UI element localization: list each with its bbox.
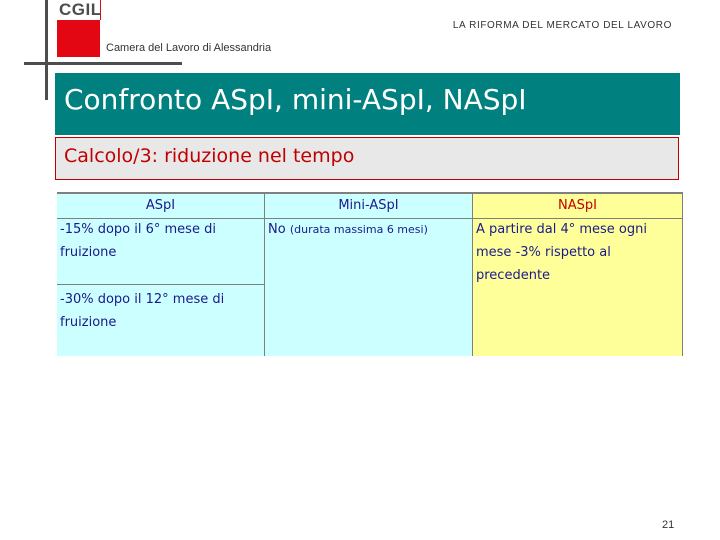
- column-header-mini-aspi: Mini-ASpI: [265, 194, 472, 219]
- mini-aspi-note: (durata massima 6 mesi): [289, 223, 428, 236]
- comparison-table: [57, 192, 683, 358]
- column-naspi: [473, 194, 683, 356]
- mini-aspi-main: No: [268, 222, 286, 237]
- column-header-naspi: NASpI: [473, 194, 682, 219]
- cgil-logo: [57, 0, 100, 57]
- logo-text: CGIL: [59, 0, 102, 19]
- slide-subtitle: Calcolo/3: riduzione nel tempo: [64, 145, 355, 167]
- mini-aspi-cell: [268, 218, 470, 241]
- aspi-reduction-1: -15% dopo il 6° mese di fruizione: [60, 222, 216, 260]
- aspi-reduction-2: -30% dopo il 12° mese di fruizione: [60, 292, 225, 330]
- page-number: 21: [662, 519, 675, 531]
- decorative-horizontal-line: [24, 62, 182, 65]
- slide-title: Confronto ASpI, mini-ASpI, NASpI: [64, 83, 527, 116]
- row-divider: [57, 284, 264, 285]
- column-aspi: [57, 194, 265, 356]
- column-mini-aspi: [265, 194, 473, 356]
- logo-word-box: [57, 0, 101, 20]
- section-title: LA RIFORMA DEL MERCATO DEL LAVORO: [452, 20, 672, 31]
- decorative-vertical-line: [45, 0, 48, 100]
- organization-name: Camera del Lavoro di Alessandria: [106, 42, 272, 54]
- title-bar: [55, 73, 680, 135]
- column-header-aspi: ASpI: [57, 194, 264, 219]
- subtitle-bar: [55, 137, 679, 180]
- naspi-reduction: A partire dal 4° mese ogni mese -3% rispetto al precedente: [476, 222, 647, 283]
